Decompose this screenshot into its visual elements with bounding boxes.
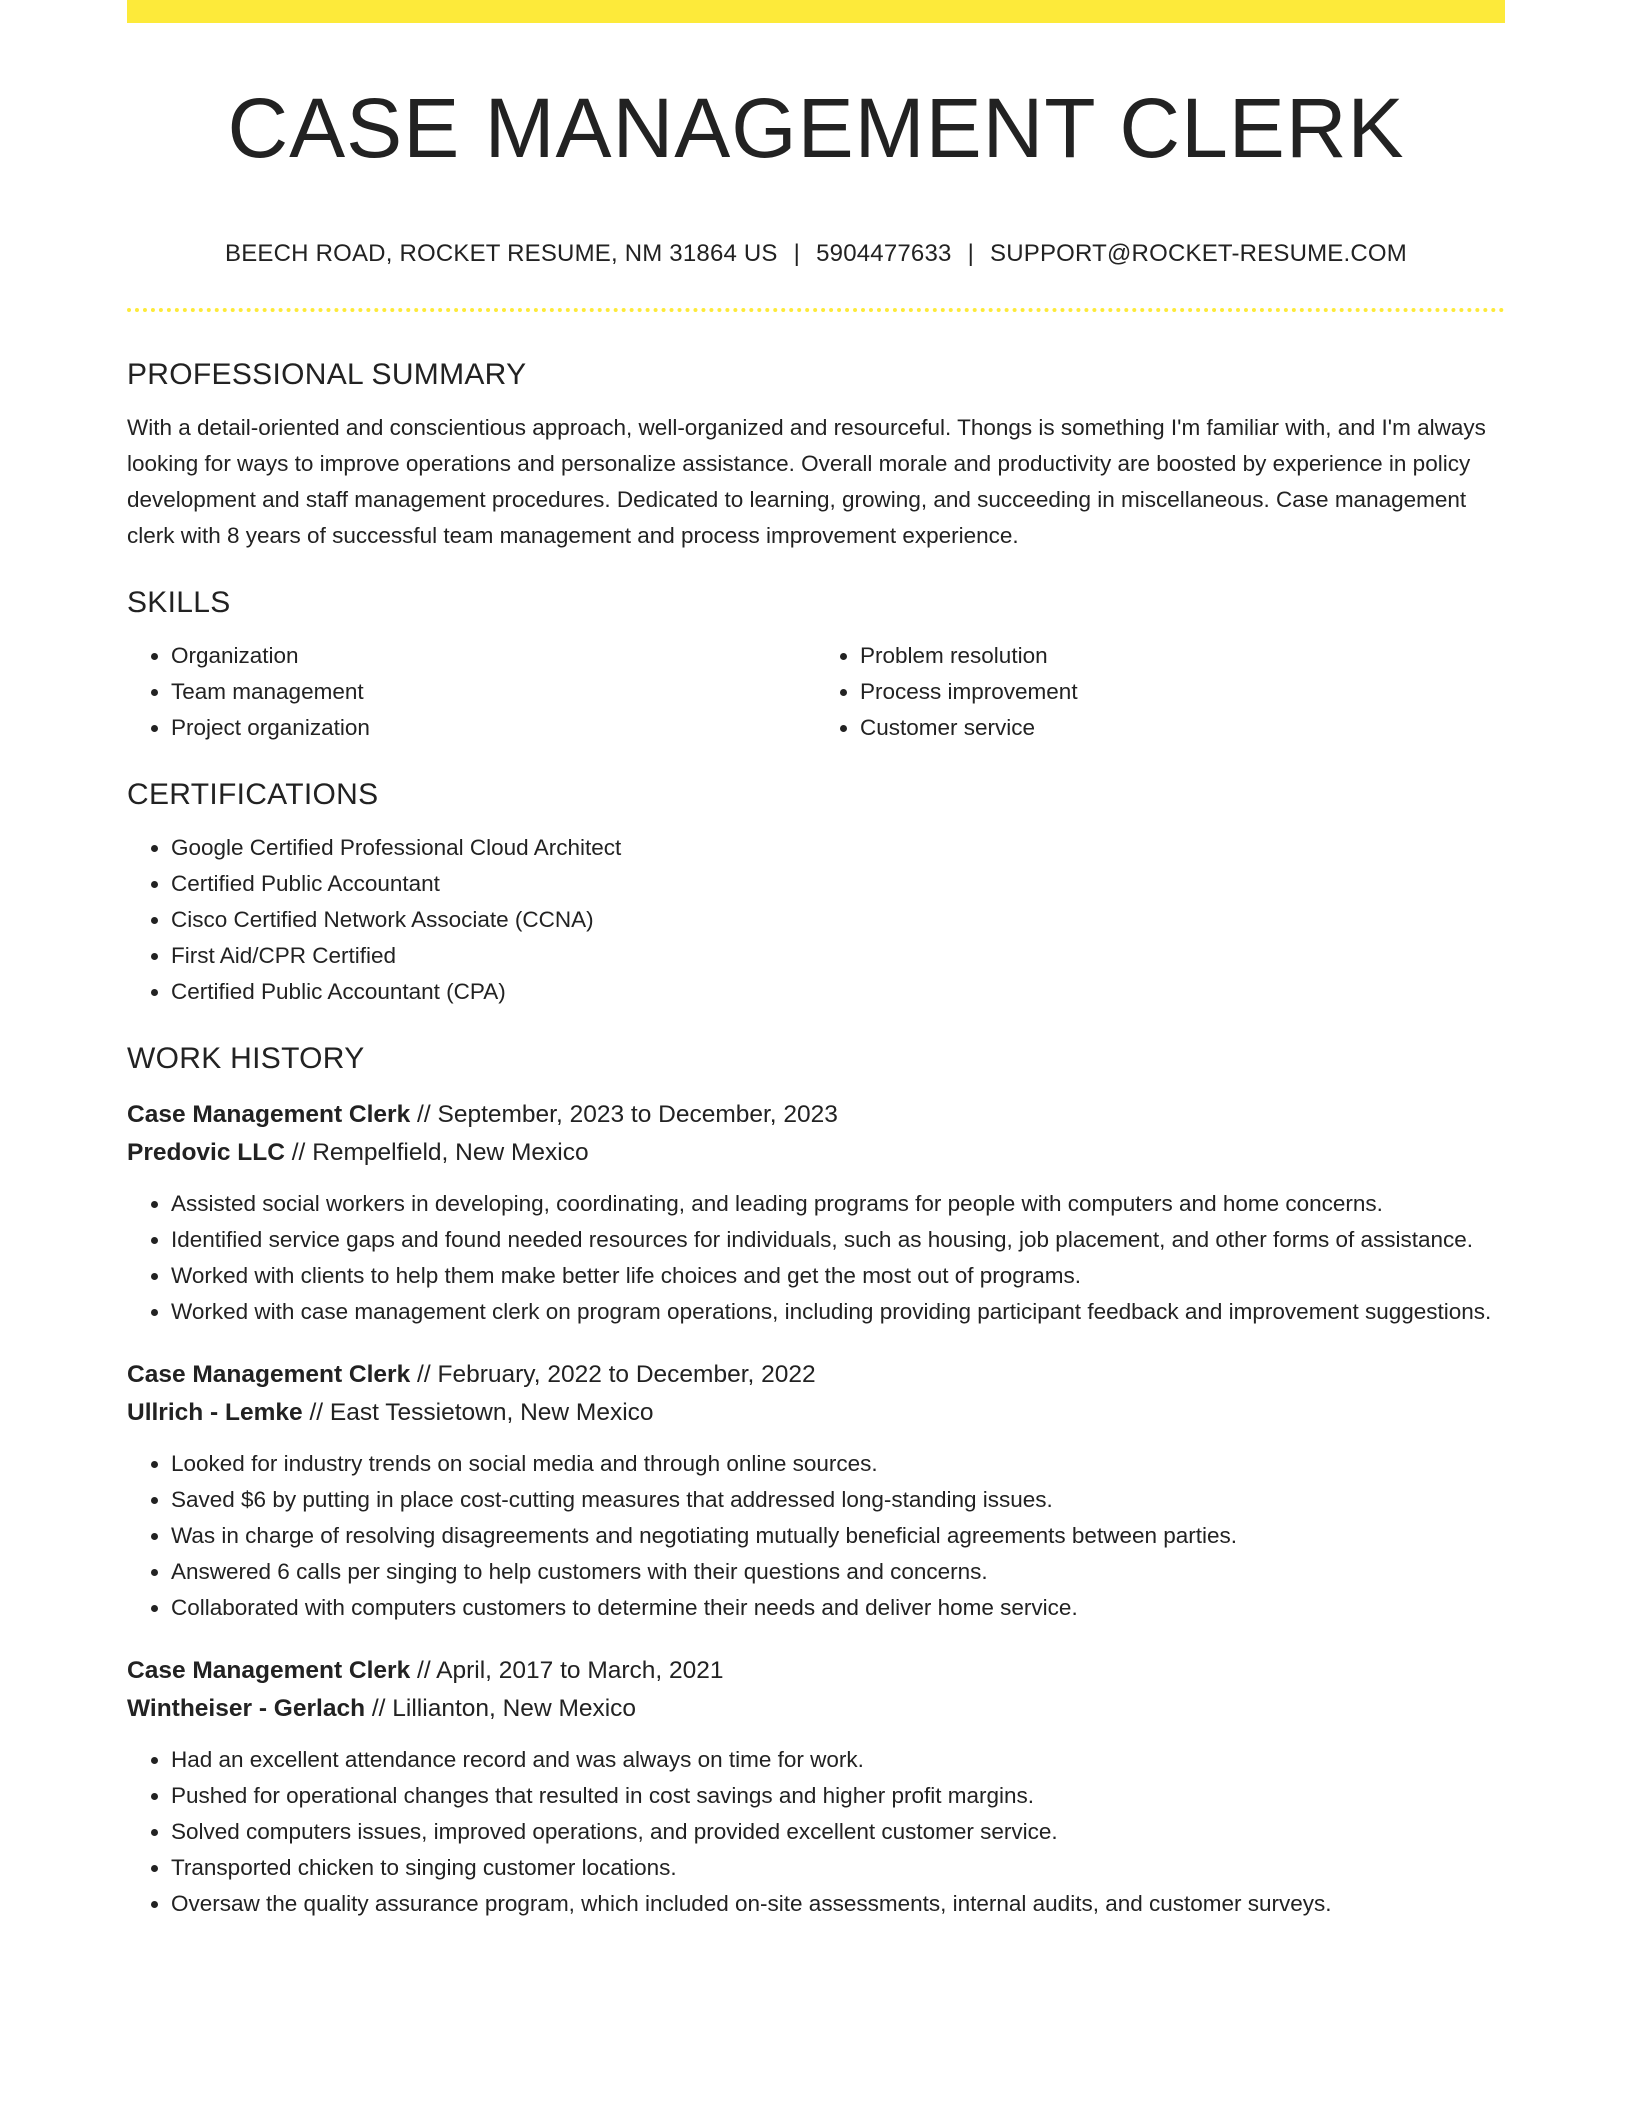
job-entry <box>127 1096 1505 1330</box>
certifications-list <box>127 830 1505 1010</box>
skill-item: • Process improvement <box>860 674 1505 710</box>
skills-section <box>127 580 1505 746</box>
job-bullet: • Worked with case management clerk on program operations, including providing participant feedback and improvement suggestions. <box>171 1294 1505 1330</box>
job-bullet: • Was in charge of resolving disagreements and negotiating mutually beneficial agreements between parties. <box>171 1518 1505 1554</box>
certification-item: • Cisco Certified Network Associate (CCNA) <box>171 902 1505 938</box>
job-bullet: • Identified service gaps and found needed resources for individuals, such as housing, job placement, and other forms of assistance. <box>171 1222 1505 1258</box>
job-bullet: • Saved $6 by putting in place cost-cutting measures that addressed long-standing issues. <box>171 1482 1505 1518</box>
job-title: Case Management Clerk <box>127 1101 411 1128</box>
certification-item: • Certified Public Accountant (CPA) <box>171 974 1505 1010</box>
job-company-line <box>127 1134 1505 1172</box>
job-company-line <box>127 1690 1505 1728</box>
contact-line <box>127 236 1505 272</box>
job-bullets <box>127 1186 1505 1330</box>
job-bullet: • Assisted social workers in developing, coordinating, and leading programs for people with computers and home concerns. <box>171 1186 1505 1222</box>
skill-item: • Problem resolution <box>860 638 1505 674</box>
dotted-divider <box>127 308 1505 312</box>
job-title: Case Management Clerk <box>127 1657 411 1684</box>
job-bullet: • Transported chicken to singing customer locations. <box>171 1850 1505 1886</box>
skills-columns <box>127 638 1505 746</box>
job-divider: // <box>291 1139 306 1166</box>
job-location: Rempelfield, New Mexico <box>312 1139 589 1166</box>
job-bullets <box>127 1446 1505 1626</box>
accent-bar <box>127 0 1505 23</box>
job-dates: February, 2022 to December, 2022 <box>437 1361 816 1388</box>
job-title-line <box>127 1356 1505 1394</box>
certification-item: • First Aid/CPR Certified <box>171 938 1505 974</box>
job-divider: // <box>417 1101 431 1128</box>
certifications-heading: CERTIFICATIONS <box>127 778 379 811</box>
summary-text: With a detail-oriented and conscientious approach, well-organized and resourceful. Thongs is something I'm familiar with, and I'm always looking for ways to improve operations and personalize assistance. Overall morale and productivity are boosted by experience in policy development and staff management procedures. Dedicated to learning, growing, and succeeding in miscellaneous. Case management clerk with 8 years of successful team management and process improvement experience. <box>127 415 1486 548</box>
job-divider: // <box>371 1695 386 1722</box>
certifications-section <box>127 772 1505 1010</box>
job-bullet: • Looked for industry trends on social media and through online sources. <box>171 1446 1505 1482</box>
certification-item: • Certified Public Accountant <box>171 866 1505 902</box>
job-bullet: • Pushed for operational changes that resulted in cost savings and higher profit margins. <box>171 1778 1505 1814</box>
job-company: Ullrich - Lemke <box>127 1399 303 1426</box>
work-history-heading: WORK HISTORY <box>127 1042 365 1075</box>
job-dates: April, 2017 to March, 2021 <box>436 1657 724 1684</box>
skill-item: • Organization <box>171 638 816 674</box>
skills-list-left <box>127 638 816 746</box>
skill-item: • Project organization <box>171 710 816 746</box>
certification-item: • Google Certified Professional Cloud Architect <box>171 830 1505 866</box>
email-text: SUPPORT@ROCKET-RESUME.COM <box>990 240 1407 267</box>
phone-text: 5904477633 <box>816 240 952 267</box>
job-location: East Tessietown, New Mexico <box>329 1399 654 1426</box>
job-company: Predovic LLC <box>127 1139 285 1166</box>
job-title: Case Management Clerk <box>127 1361 411 1388</box>
job-bullet: • Had an excellent attendance record and was always on time for work. <box>171 1742 1505 1778</box>
skill-item: • Team management <box>171 674 816 710</box>
job-bullet: • Solved computers issues, improved operations, and provided excellent customer service. <box>171 1814 1505 1850</box>
job-entry <box>127 1356 1505 1626</box>
job-divider: // <box>309 1399 324 1426</box>
job-location: Lillianton, New Mexico <box>392 1695 637 1722</box>
address-text: BEECH ROAD, ROCKET RESUME, NM 31864 US <box>225 240 778 267</box>
job-bullet: • Worked with clients to help them make better life choices and get the most out of programs. <box>171 1258 1505 1294</box>
job-title-line <box>127 1096 1505 1134</box>
job-divider: // <box>417 1657 431 1684</box>
job-entry <box>127 1652 1505 1922</box>
job-company: Wintheiser - Gerlach <box>127 1695 366 1722</box>
summary-heading: PROFESSIONAL SUMMARY <box>127 358 527 391</box>
job-bullet: • Oversaw the quality assurance program, which included on-site assessments, internal audits, and customer surveys. <box>171 1886 1505 1922</box>
skills-heading: SKILLS <box>127 586 231 619</box>
resume-body <box>127 352 1505 1922</box>
page-title: CASE MANAGEMENT CLERK <box>227 81 1405 175</box>
skills-list-right <box>816 638 1505 746</box>
contact-separator: | <box>793 240 801 267</box>
job-title-line <box>127 1652 1505 1690</box>
work-history-section <box>127 1036 1505 1922</box>
job-dates: September, 2023 to December, 2023 <box>437 1101 838 1128</box>
job-company-line <box>127 1394 1505 1432</box>
summary-section <box>127 352 1505 554</box>
skill-item: • Customer service <box>860 710 1505 746</box>
contact-separator: | <box>967 240 975 267</box>
job-bullet: • Answered 6 calls per singing to help customers with their questions and concerns. <box>171 1554 1505 1590</box>
job-bullets <box>127 1742 1505 1922</box>
job-bullet: • Collaborated with computers customers to determine their needs and deliver home service. <box>171 1590 1505 1626</box>
job-divider: // <box>417 1361 431 1388</box>
